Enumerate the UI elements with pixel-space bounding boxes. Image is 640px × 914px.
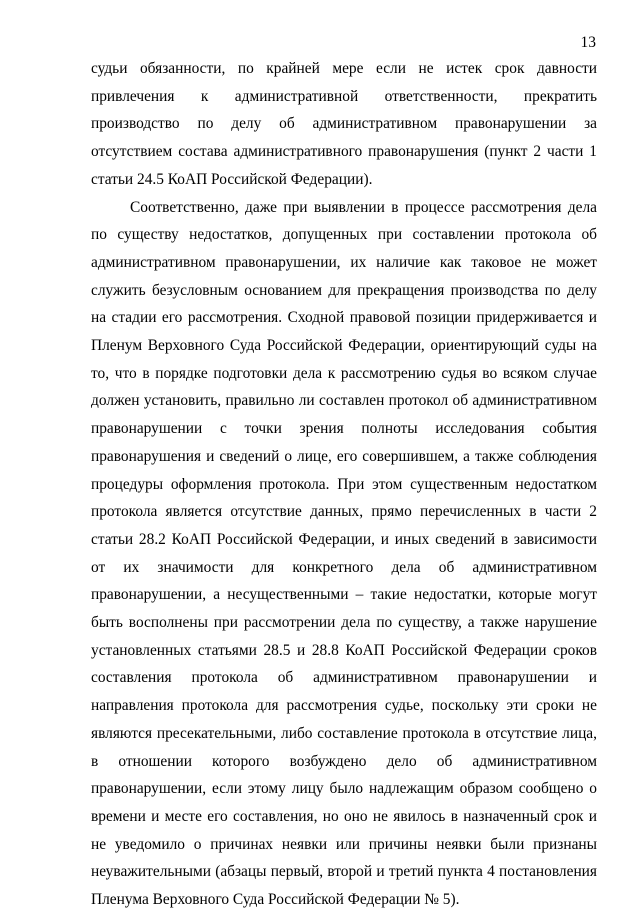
- page-number: 13: [580, 34, 596, 51]
- paragraph-main: Соответственно, даже при выявлении в процессе рассмотрения дела по существу недостатков, допущенных при составлении протокола об административном правонарушении, их наличие как таковое не может служить безусловным основанием для прекращения производства по делу на стадии его рассмотрения. Сходной правовой позиции придерживается и Пленум Верховного Суда Российской Федерации, ориентирующий суды на то, что в порядке подготовки дела к рассмотрению судья во всяком случае должен установить, правильно ли составлен протокол об административном правонарушении с точки зрения полноты исследования события правонарушения и сведений о лице, его совершившем, а также соблюдения процедуры оформления протокола. При этом существенным недостатком протокола является отсутствие данных, прямо перечисленных в части 2 статьи 28.2 КоАП Российской Федерации, и иных сведений в зависимости от их значимости для конкретного дела об административном правонарушении, а несущественными – такие недостатки, которые могут быть восполнены при рассмотрении дела по существу, а также нарушение установленных статьями 28.5 и 28.8 КоАП Российской Федерации сроков составления протокола об административном правонарушении и направления протокола для рассмотрения судье, поскольку эти сроки не являются пресекательными, либо составление протокола в отсутствие лица, в отношении которого возбуждено дело об административном правонарушении, если этому лицу было надлежащим образом сообщено о времени и месте его составления, но оно не явилось в назначенный срок и не уведомило о причинах неявки или причины неявки были признаны неуважительными (абзацы первый, второй и третий пункта 4 постановления Пленума Верховного Суда Российской Федерации № 5).: [91, 198, 597, 909]
- paragraph-continuation: судьи обязанности, по крайней мере если не истек срок давности привлечения к административной ответственности, прекратить производство по делу об административном правонарушении за отсутствием состава административного правонарушения (пункт 2 части 1 статьи 24.5 КоАП Российской Федерации).: [91, 60, 597, 188]
- document-body: [91, 55, 597, 914]
